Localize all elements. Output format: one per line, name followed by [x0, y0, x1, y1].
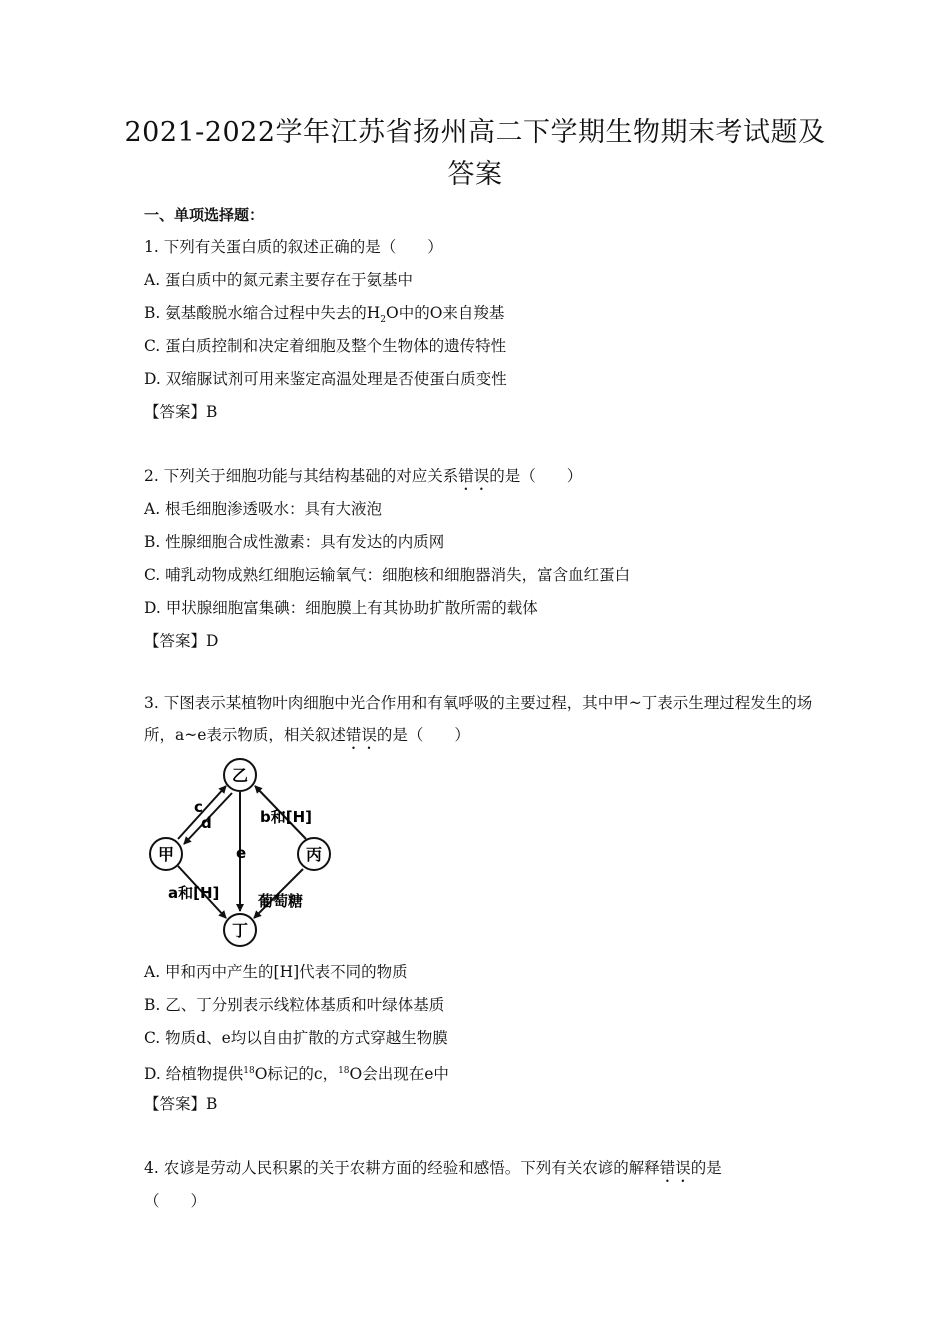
- q3-stem-post: 的是（ ）: [376, 726, 470, 744]
- q1-option-b-post: O中的O来自羧基: [386, 304, 505, 322]
- label-d: d: [201, 814, 212, 832]
- label-a-h: a和[H]: [168, 884, 220, 902]
- process-diagram: [140, 756, 350, 951]
- q1-option-b: [144, 302, 504, 331]
- q3-stem: [144, 687, 814, 753]
- node-jia: [150, 838, 182, 870]
- q4-stem-post: 的是: [690, 1159, 722, 1177]
- section-heading: 一、单项选择题：: [144, 206, 265, 224]
- q3-option-d-post: O会出现在e中: [349, 1065, 449, 1084]
- q3-stem-emphasis: 错误: [345, 726, 377, 744]
- q1-answer: 【答案】B: [144, 403, 218, 421]
- q2-option-c: C. 哺乳动物成熟红细胞运输氧气：细胞核和细胞器消失，富含血红蛋白: [144, 566, 631, 584]
- q1-stem: 1. 下列有关蛋白质的叙述正确的是（ ）: [144, 238, 443, 256]
- node-ding-label: 丁: [231, 921, 249, 940]
- node-yi: [224, 759, 256, 791]
- document-title: 2021-2022学年江苏省扬州高二下学期生物期末考试题及答案: [124, 117, 826, 190]
- label-e: e: [236, 844, 247, 862]
- q4-paren: （ ）: [144, 1192, 207, 1210]
- q1-option-a: A. 蛋白质中的氮元素主要存在于氨基中: [144, 271, 414, 289]
- q2-stem: [144, 465, 582, 494]
- node-jia-label: 甲: [157, 845, 175, 864]
- q3-option-a: A. 甲和丙中产生的[H]代表不同的物质: [144, 963, 408, 981]
- q2-option-d: D. 甲状腺细胞富集碘：细胞膜上有其协助扩散所需的载体: [144, 599, 538, 617]
- q1-option-d: D. 双缩脲试剂可用来鉴定高温处理是否使蛋白质变性: [144, 370, 507, 388]
- label-glucose: 葡萄糖: [258, 892, 304, 910]
- label-c: c: [194, 798, 203, 816]
- q3-option-b: B. 乙、丁分别表示线粒体基质和叶绿体基质: [144, 996, 445, 1014]
- q1-option-c: C. 蛋白质控制和决定着细胞及整个生物体的遗传特性: [144, 337, 507, 355]
- label-b-h: b和[H]: [260, 808, 313, 826]
- node-bing: [298, 838, 330, 870]
- q3-option-c: C. 物质d、e均以自由扩散的方式穿越生物膜: [144, 1029, 448, 1047]
- q2-answer: 【答案】D: [144, 632, 219, 650]
- q1-option-b-pre: B. 氨基酸脱水缩合过程中失去的H: [144, 304, 381, 322]
- q3-option-d-sup1: 18: [243, 1066, 255, 1076]
- q3-option-d-sup2: 18: [338, 1066, 350, 1076]
- q3-option-d-pre: D. 给植物提供: [144, 1065, 244, 1084]
- q3-stem-pre: 3. 下图表示某植物叶肉细胞中光合作用和有氧呼吸的主要过程，其中甲~丁表示生理过程发生的场所，a~e表示物质，相关叙述: [144, 694, 813, 744]
- q2-stem-post: 的是（ ）: [489, 467, 583, 485]
- node-bing-label: 丙: [305, 845, 323, 864]
- q4-stem: [144, 1157, 722, 1186]
- q3-option-d: [144, 1060, 449, 1085]
- node-yi-label: 乙: [231, 766, 249, 785]
- q3-answer: 【答案】B: [144, 1095, 218, 1113]
- q4-stem-pre: 4. 农谚是劳动人民积累的关于农耕方面的经验和感悟。下列有关农谚的解释: [144, 1159, 660, 1177]
- q2-option-b: B. 性腺细胞合成性激素：具有发达的内质网: [144, 533, 445, 551]
- q2-stem-emphasis: 错误: [458, 467, 490, 485]
- q1-option-b-sub: 2: [380, 315, 386, 326]
- q2-option-a: A. 根毛细胞渗透吸水：具有大液泡: [144, 500, 383, 518]
- node-ding: [224, 914, 256, 946]
- q3-option-d-mid: O标记的c，: [254, 1065, 339, 1084]
- q2-stem-pre: 2. 下列关于细胞功能与其结构基础的对应关系: [144, 467, 459, 485]
- q4-stem-emphasis: 错误: [659, 1159, 691, 1177]
